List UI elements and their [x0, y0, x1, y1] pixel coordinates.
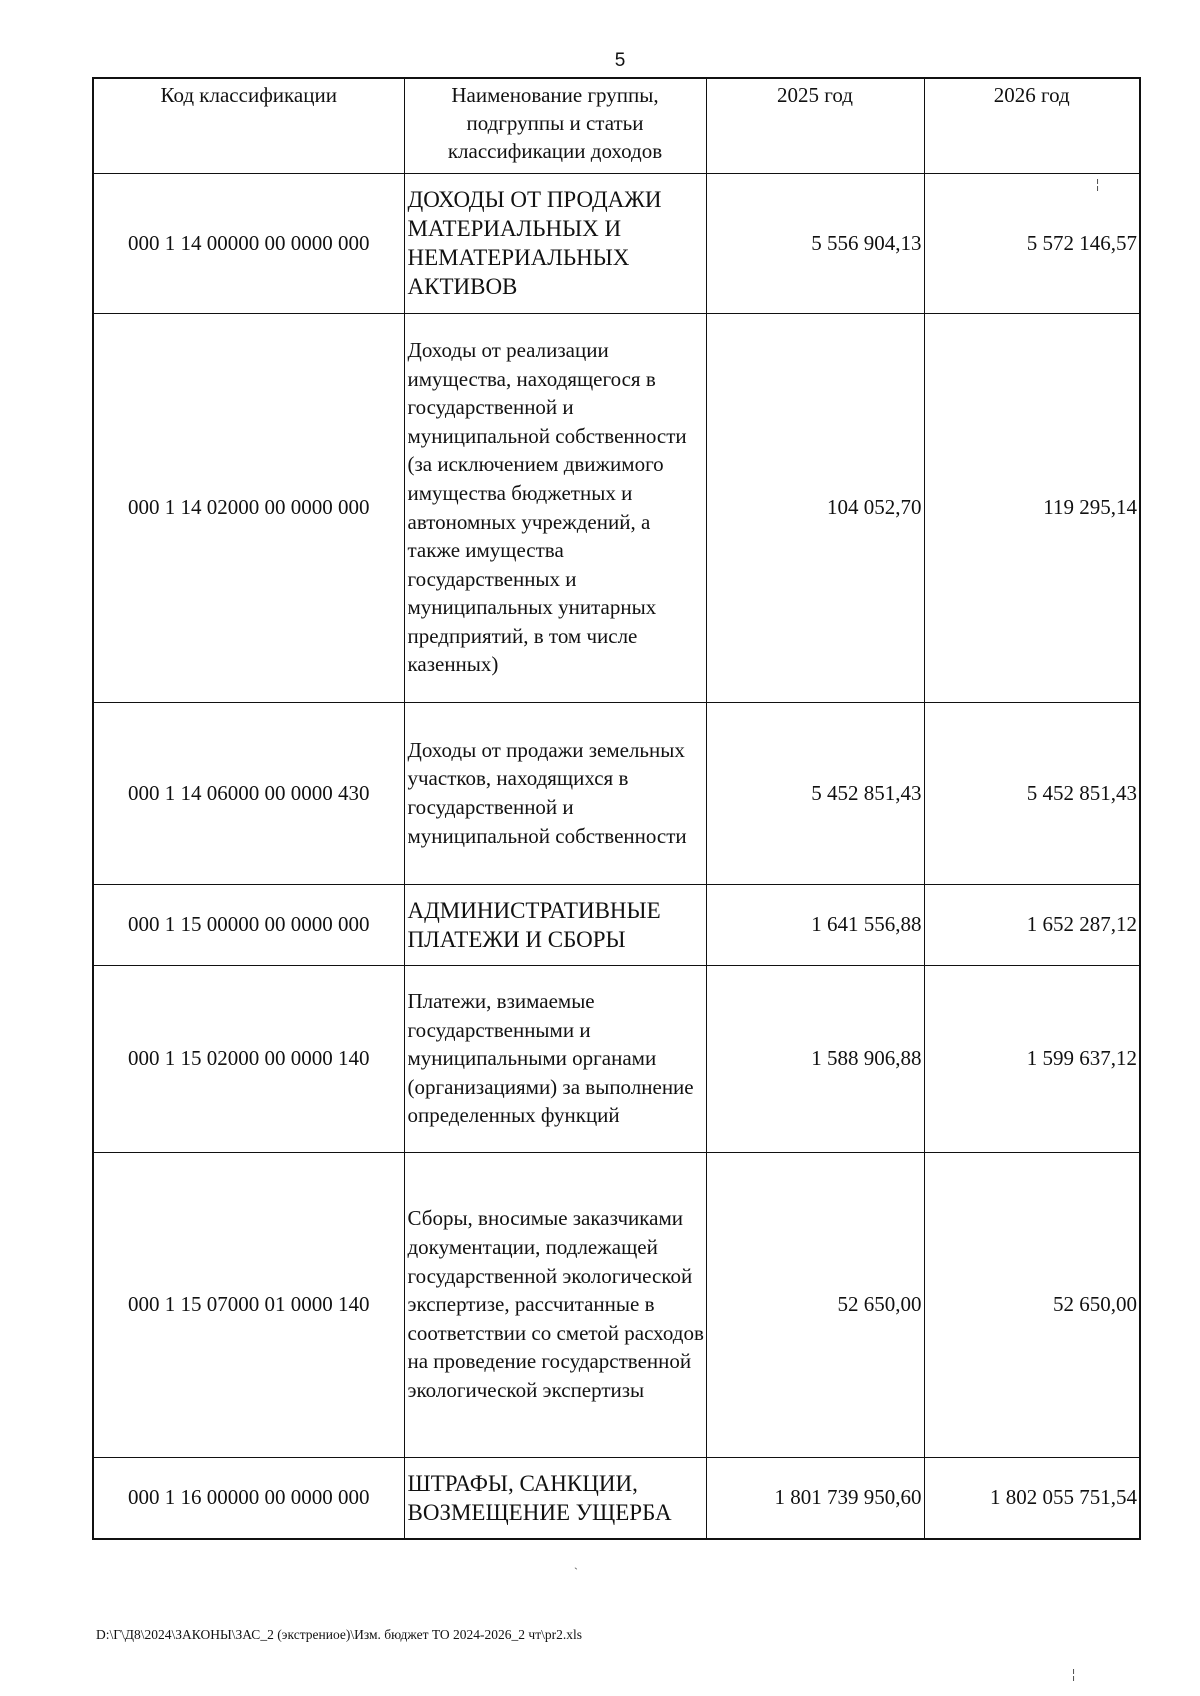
row-2025: 1 801 739 950,60	[706, 1457, 924, 1539]
revenue-table	[92, 77, 1141, 1540]
row-2026: 5 452 851,43	[924, 702, 1140, 884]
scan-speck: ˎ	[574, 1556, 578, 1570]
row-2025: 5 556 904,13	[706, 173, 924, 313]
header-code: Код классификации	[93, 78, 404, 173]
table-header-row	[93, 78, 1140, 173]
row-name: Доходы от продажи земельных участков, находящихся в государственной и муниципальной собственности	[404, 702, 706, 884]
table-row	[93, 965, 1140, 1152]
row-code: 000 1 16 00000 00 0000 000	[93, 1457, 404, 1539]
row-code: 000 1 14 06000 00 0000 430	[93, 702, 404, 884]
scan-speck: ╎	[1070, 1668, 1078, 1682]
row-code: 000 1 15 02000 00 0000 140	[93, 965, 404, 1152]
row-2026: 119 295,14	[924, 313, 1140, 702]
row-2025: 5 452 851,43	[706, 702, 924, 884]
row-name: Сборы, вносимые заказчиками документации, подлежащей государственной экологической экспертизе, рассчитанные в соответствии со сметой расходов на проведение государственной экологической экспертизы	[404, 1152, 706, 1457]
table-row	[93, 173, 1140, 313]
row-name: Доходы от реализации имущества, находящегося в государственной и муниципальной собственности (за исключением движимого имущества бюджетных и автономных учреждений, а также имущества государственных и муниципальных унитарных предприятий, в том числе казенных)	[404, 313, 706, 702]
header-2025: 2025 год	[706, 78, 924, 173]
row-2025: 52 650,00	[706, 1152, 924, 1457]
row-2026: 1 652 287,12	[924, 884, 1140, 965]
row-code: 000 1 14 00000 00 0000 000	[93, 173, 404, 313]
row-2026: 52 650,00	[924, 1152, 1140, 1457]
header-name: Наименование группы, подгруппы и статьи классификации доходов	[404, 78, 706, 173]
row-2026: 5 572 146,57	[924, 173, 1140, 313]
row-2025: 104 052,70	[706, 313, 924, 702]
row-2025: 1 588 906,88	[706, 965, 924, 1152]
row-name: Платежи, взимаемые государственными и муниципальными органами (организациями) за выполнение определенных функций	[404, 965, 706, 1152]
row-name: ДОХОДЫ ОТ ПРОДАЖИ МАТЕРИАЛЬНЫХ И НЕМАТЕРИАЛЬНЫХ АКТИВОВ	[404, 173, 706, 313]
row-code: 000 1 15 00000 00 0000 000	[93, 884, 404, 965]
table-row	[93, 702, 1140, 884]
row-name: АДМИНИСТРАТИВНЫЕ ПЛАТЕЖИ И СБОРЫ	[404, 884, 706, 965]
file-path-footer: D:\Г\Д8\2024\ЗАКОНЫ\ЗАС_2 (экстрениое)\Изм. бюджет ТО 2024-2026_2 чт\pr2.xls	[96, 1627, 582, 1642]
row-code: 000 1 14 02000 00 0000 000	[93, 313, 404, 702]
row-2026: 1 802 055 751,54	[924, 1457, 1140, 1539]
table-row	[93, 1457, 1140, 1539]
table-row	[93, 1152, 1140, 1457]
page-number: 5	[614, 50, 626, 71]
scan-speck: ╎	[1094, 178, 1102, 192]
header-2026: 2026 год	[924, 78, 1140, 173]
table-row	[93, 884, 1140, 965]
table-row	[93, 313, 1140, 702]
row-2026: 1 599 637,12	[924, 965, 1140, 1152]
row-name: ШТРАФЫ, САНКЦИИ, ВОЗМЕЩЕНИЕ УЩЕРБА	[404, 1457, 706, 1539]
row-2025: 1 641 556,88	[706, 884, 924, 965]
row-code: 000 1 15 07000 01 0000 140	[93, 1152, 404, 1457]
